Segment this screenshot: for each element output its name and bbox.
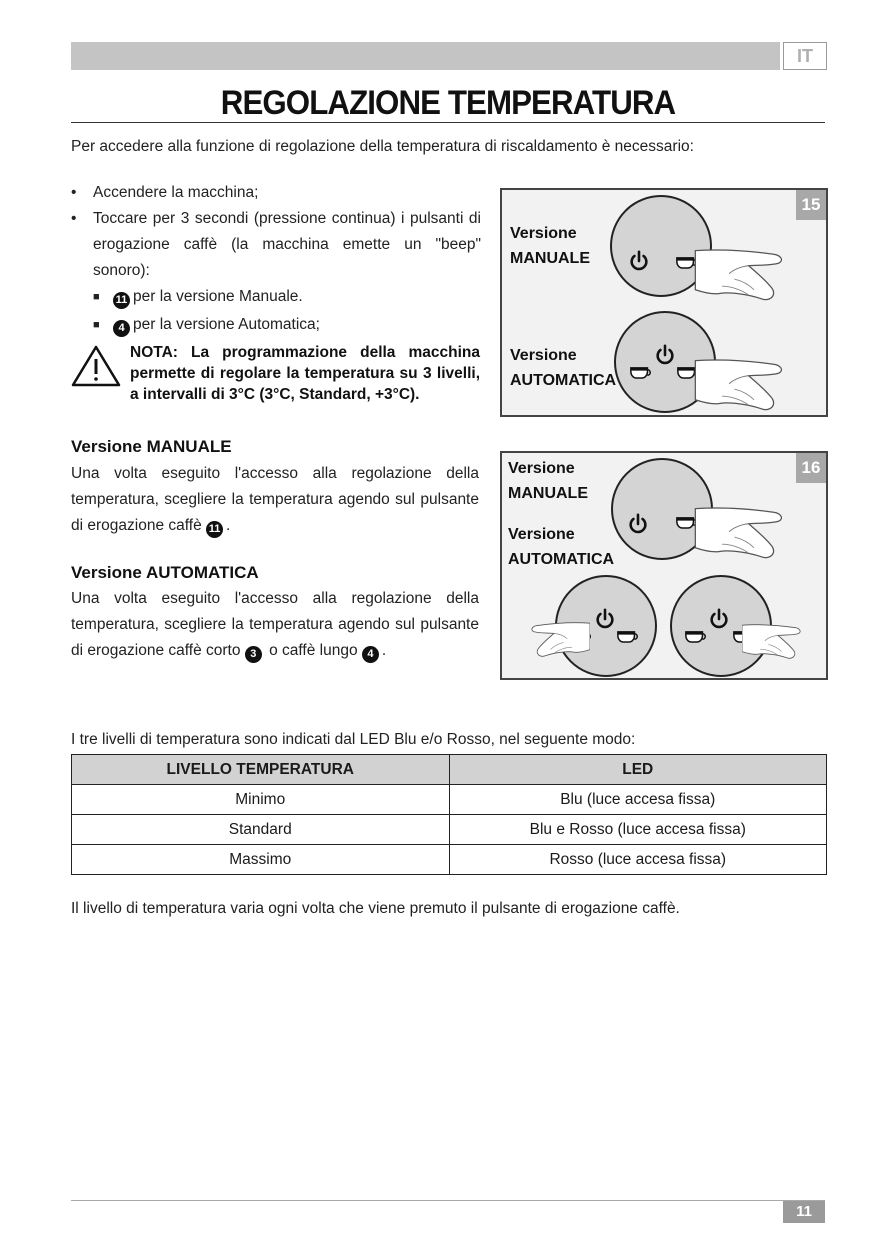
number-badge: 3 <box>245 646 262 663</box>
pointing-hand-icon <box>692 350 828 417</box>
list-item: • Accendere la macchina; <box>71 184 259 201</box>
table-cell: Massimo <box>72 845 450 875</box>
footer-divider <box>71 1200 825 1201</box>
table-cell: Standard <box>72 815 450 845</box>
power-icon <box>627 513 649 535</box>
number-badge: 4 <box>362 646 379 663</box>
number-badge: 11 <box>113 292 130 309</box>
manuale-heading: Versione MANUALE <box>71 437 232 456</box>
instruction-list <box>71 180 481 338</box>
temperature-table <box>71 754 827 875</box>
coffee-cup-icon <box>629 365 653 380</box>
language-badge: IT <box>783 42 827 70</box>
title-divider <box>71 122 825 123</box>
table-cell: Blu e Rosso (luce accesa fissa) <box>449 815 827 845</box>
table-row <box>72 785 827 815</box>
power-icon <box>594 608 616 630</box>
figure-number: 15 <box>796 190 826 220</box>
automatica-heading: Versione AUTOMATICA <box>71 563 259 582</box>
figure-16 <box>500 451 828 680</box>
table-row <box>72 815 827 845</box>
table-row <box>72 845 827 875</box>
coffee-cup-icon <box>616 629 640 644</box>
pointing-hand-icon <box>500 613 590 673</box>
sub-list-item: ■ 11 per la versione Manuale. <box>71 284 481 310</box>
pointing-hand-icon <box>692 498 828 578</box>
power-icon <box>708 608 730 630</box>
figure-label: Versione AUTOMATICA <box>508 526 615 568</box>
power-icon <box>654 344 676 366</box>
column-header: LIVELLO TEMPERATURA <box>72 755 450 785</box>
number-badge: 11 <box>206 521 223 538</box>
note-text: NOTA: La programmazione della macchina permette di regolare la temperatura su 3 livelli, a intervalli di 3°C (3°C, Standard, +3°C). <box>130 344 480 403</box>
number-badge: 4 <box>113 320 130 337</box>
automatica-text: Una volta eseguito l'accesso alla regolazione della temperatura, scegliere la temperatura agendo sul pulsante di erogazione caffè corto 3 o caffè lungo 4 . <box>71 586 479 664</box>
figure-15 <box>500 188 828 417</box>
pointing-hand-icon <box>692 240 828 320</box>
table-cell: Minimo <box>72 785 450 815</box>
table-header-row <box>72 755 827 785</box>
figure-label: Versione MANUALE <box>508 460 588 502</box>
sub-list-item: ■ 4 per la versione Automatica; <box>71 312 481 338</box>
page-title: REGOLAZIONE TEMPERATURA <box>220 84 676 122</box>
column-header: LED <box>449 755 827 785</box>
table-intro: I tre livelli di temperatura sono indicati dal LED Blu e/o Rosso, nel seguente modo: <box>71 731 636 748</box>
header-bar <box>71 42 780 70</box>
warning-icon <box>71 344 121 388</box>
power-icon <box>628 250 650 272</box>
pointing-hand-icon <box>742 615 828 675</box>
list-item: • Toccare per 3 secondi (pressione continua) i pulsanti di erogazione caffè (la macchina emette un "beep" sonoro): <box>71 210 481 279</box>
table-cell: Blu (luce accesa fissa) <box>449 785 827 815</box>
closing-text: Il livello di temperatura varia ogni volta che viene premuto il pulsante di erogazione caffè. <box>71 900 680 917</box>
figure-label: Versione AUTOMATICA <box>510 347 617 389</box>
manuale-text: Una volta eseguito l'accesso alla regolazione della temperatura, scegliere la temperatura agendo sul pulsante di erogazione caffè 11 . <box>71 461 479 539</box>
coffee-cup-icon <box>684 629 708 644</box>
figure-label: Versione MANUALE <box>510 225 590 267</box>
intro-text: Per accedere alla funzione di regolazione della temperatura di riscaldamento è necessario: <box>71 138 694 155</box>
page-number: 11 <box>783 1201 825 1223</box>
figure-number: 16 <box>796 453 826 483</box>
table-cell: Rosso (luce accesa fissa) <box>449 845 827 875</box>
